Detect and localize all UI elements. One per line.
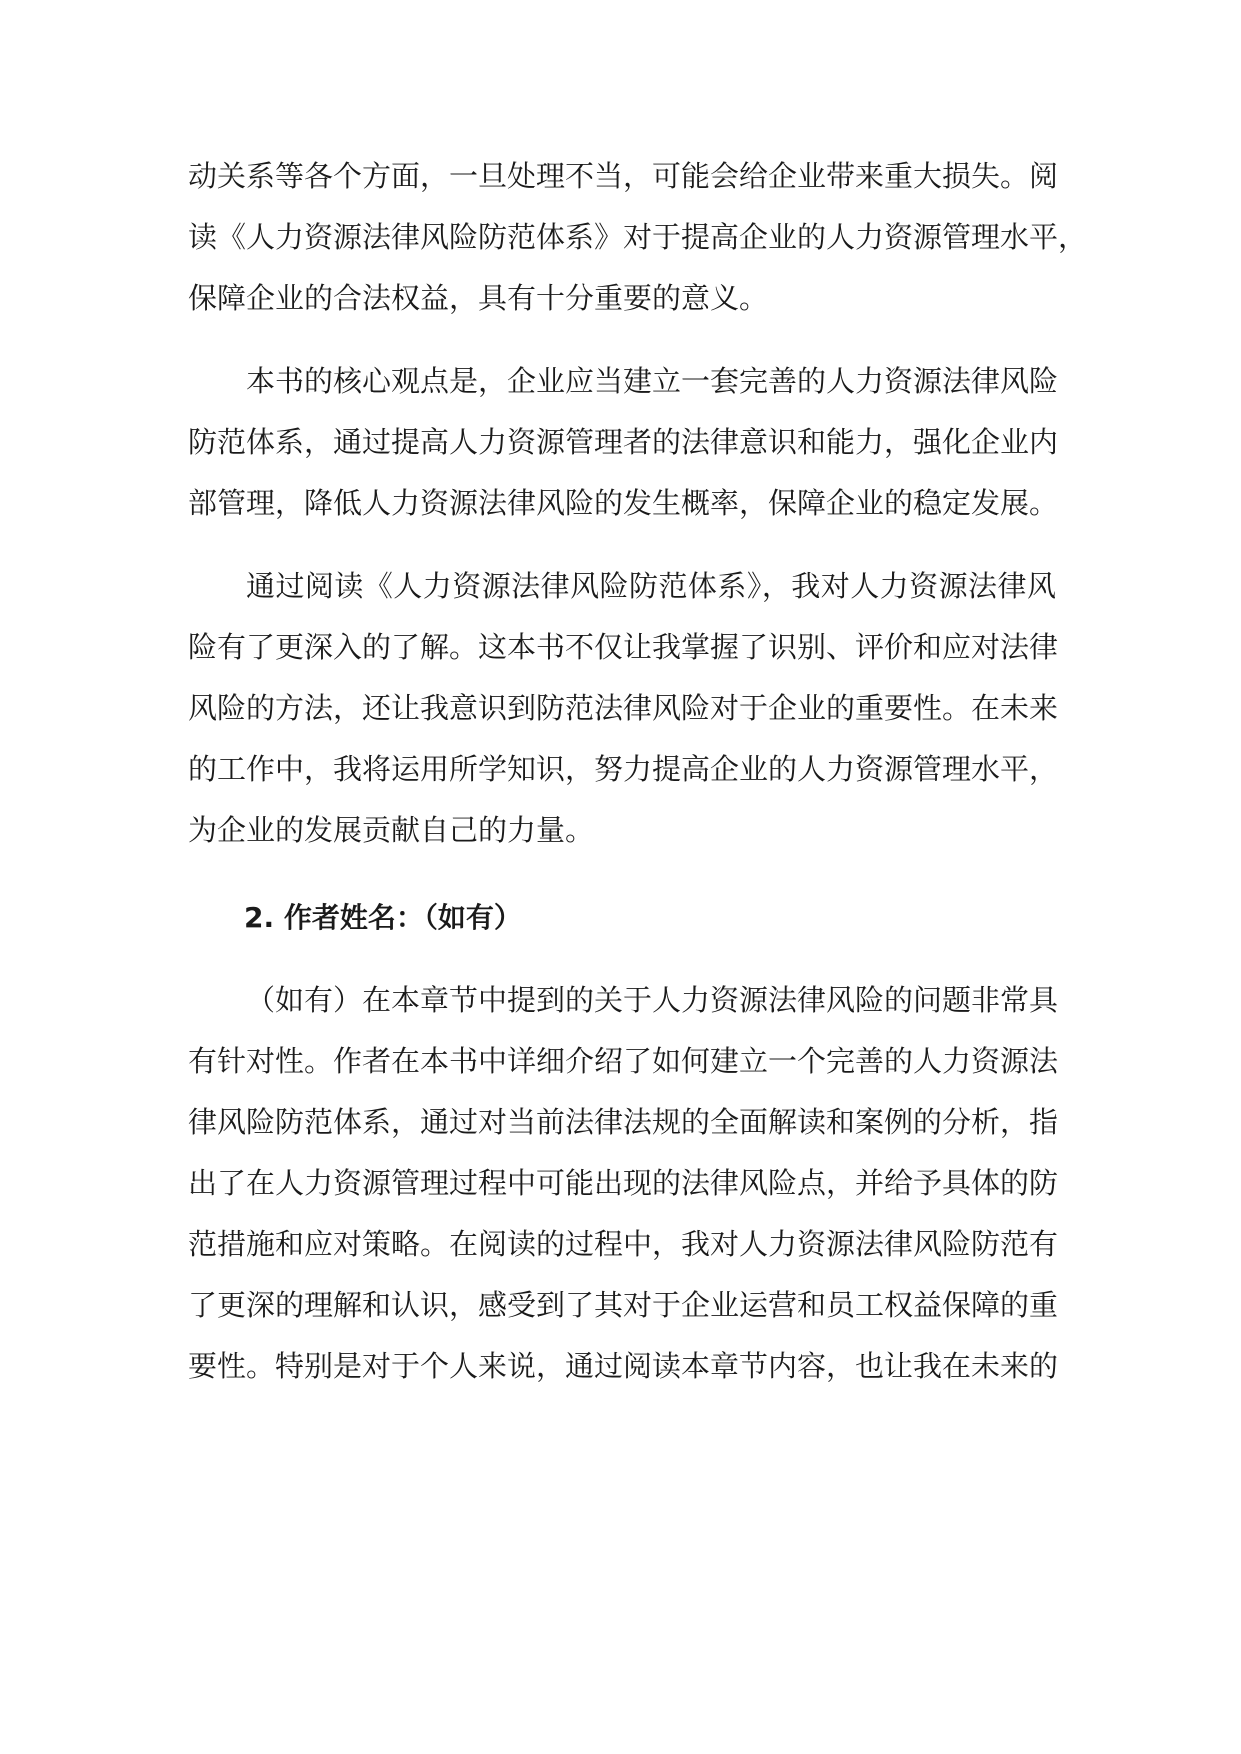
document-body: [188, 146, 1088, 1397]
paragraph-line: 保障企业的合法权益，具有十分重要的意义。: [188, 281, 769, 315]
paragraph-1: [188, 146, 1088, 329]
paragraph-line: 为企业的发展贡献自己的力量。: [188, 813, 595, 847]
paragraph-3: [188, 556, 1059, 861]
paragraph-line: 部管理，降低人力资源法律风险的发生概率，保障企业的稳定发展。: [188, 486, 1059, 520]
paragraph-line: 动关系等各个方面，一旦处理不当，可能会给企业带来重大损失。阅: [188, 159, 1059, 193]
section-heading: 2. 作者姓名：（如有）: [244, 901, 522, 934]
paragraph-line: 有针对性。作者在本书中详细介绍了如何建立一个完善的人力资源法: [188, 1044, 1059, 1078]
paragraph-line: 出了在人力资源管理过程中可能出现的法律风险点，并给予具体的防: [188, 1166, 1059, 1200]
paragraph-line: 险有了更深入的了解。这本书不仅让我掌握了识别、评价和应对法律: [188, 630, 1059, 664]
paragraph-4: [188, 970, 1059, 1397]
paragraph-2: [188, 351, 1059, 534]
paragraph-line: 风险的方法，还让我意识到防范法律风险对于企业的重要性。在未来: [188, 691, 1059, 725]
paragraph-line: 范措施和应对策略。在阅读的过程中，我对人力资源法律风险防范有: [188, 1227, 1059, 1261]
paragraph-line: 本书的核心观点是，企业应当建立一套完善的人力资源法律风险: [246, 364, 1059, 398]
paragraph-line: 要性。特别是对于个人来说，通过阅读本章节内容，也让我在未来的: [188, 1349, 1059, 1383]
paragraph-line: 律风险防范体系，通过对当前法律法规的全面解读和案例的分析，指: [188, 1105, 1059, 1139]
paragraph-line: （如有）在本章节中提到的关于人力资源法律风险的问题非常具: [246, 983, 1059, 1017]
paragraph-line: 通过阅读《人力资源法律风险防范体系》，我对人力资源法律风: [246, 569, 1056, 603]
paragraph-line: 读《人力资源法律风险防范体系》对于提高企业的人力资源管理水平，: [188, 220, 1088, 254]
paragraph-line: 防范体系，通过提高人力资源管理者的法律意识和能力，强化企业内: [188, 425, 1059, 459]
paragraph-line: 了更深的理解和认识，感受到了其对于企业运营和员工权益保障的重: [188, 1288, 1059, 1322]
paragraph-line: 的工作中，我将运用所学知识，努力提高企业的人力资源管理水平，: [188, 752, 1059, 786]
